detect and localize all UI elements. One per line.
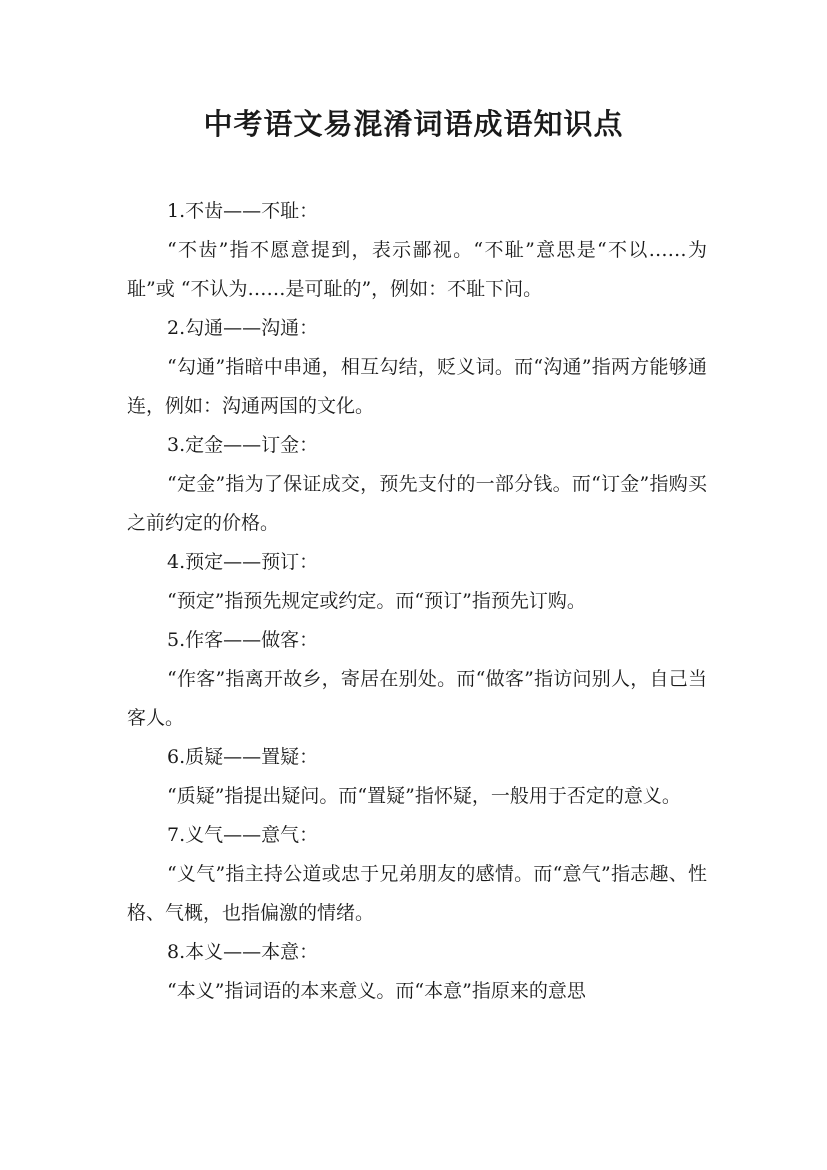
entry-heading-1: 1.不齿——不耻：: [167, 200, 319, 222]
entry-heading-6: 6.质疑——置疑：: [167, 746, 319, 768]
entry-text-2: “勾通”指暗中串通，相互勾结，贬义词。而“沟通”指两方能够通连，例如：沟通两国的文化。: [127, 356, 707, 417]
entry-text-6: “质疑”指提出疑问。而“置疑”指怀疑，一般用于否定的意义。: [167, 785, 681, 807]
page-title: 中考语文易混淆词语成语知识点: [203, 107, 624, 141]
entry-text-4: “预定”指预先规定或约定。而“预订”指预先订购。: [167, 590, 586, 612]
entry-text-5: “作客”指离开故乡，寄居在别处。而“做客”指访问别人，自己当客人。: [127, 668, 707, 729]
entry-heading-5: 5.作客——做客：: [167, 629, 319, 651]
entry-heading-4: 4.预定——预订：: [167, 551, 319, 573]
entry-text-1: “不齿”指不愿意提到，表示鄙视。“不耻”意思是“不以……为耻”或 “不认为……是可耻的”，例如：不耻下问。: [127, 239, 707, 300]
document-body: [127, 192, 707, 1011]
entry-text-8: “本义”指词语的本来意义。而“本意”指原来的意思: [167, 980, 586, 1002]
entry-text-7: “义气”指主持公道或忠于兄弟朋友的感情。而“意气”指志趣、性格、气概，也指偏激的情绪。: [127, 863, 707, 924]
entry-heading-3: 3.定金——订金：: [167, 434, 319, 456]
entry-heading-8: 8.本义——本意：: [167, 941, 319, 963]
entry-heading-7: 7.义气——意气：: [167, 824, 319, 846]
entry-heading-2: 2.勾通——沟通：: [167, 317, 319, 339]
entry-text-3: “定金”指为了保证成交，预先支付的一部分钱。而“订金”指购买之前约定的价格。: [127, 473, 707, 534]
